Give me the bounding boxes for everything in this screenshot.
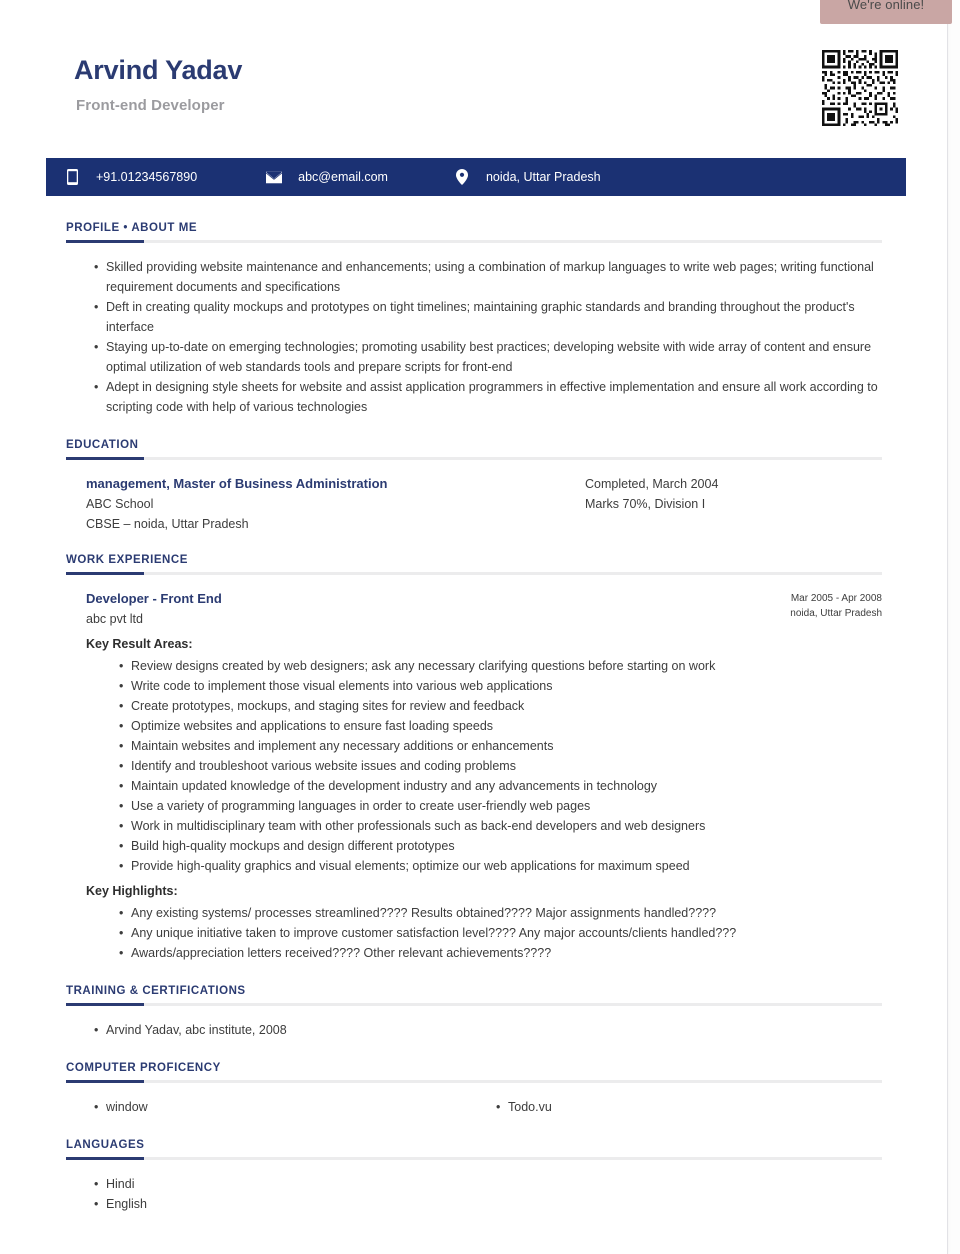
section-computer-proficency (0, 1040, 948, 1117)
list-item: • Optimize websites and applications to ensure fast loading speeds (117, 716, 882, 736)
section-rule (66, 1003, 882, 1006)
list-item: • English (92, 1194, 882, 1214)
computer-column-2 (494, 1097, 552, 1117)
section-title-computer: COMPUTER PROFICENCY (66, 1062, 221, 1074)
map-pin-icon (454, 169, 470, 185)
list-item: • Use a variety of programming languages in order to create user-friendly web pages (117, 796, 882, 816)
list-item: • Staying up-to-date on emerging technologies; promoting usability best practices; developing website with wide array of content and ensure optimal utilization of web standards tools and prepare scripts for front-end (92, 337, 882, 377)
list-item: • Arvind Yadav, abc institute, 2008 (92, 1020, 882, 1040)
section-title-work: WORK EXPERIENCE (66, 554, 188, 566)
list-item: • Todo.vu (494, 1097, 552, 1117)
education-completed: Completed, March 2004 (585, 477, 719, 491)
candidate-name: Arvind Yadav (74, 55, 243, 85)
section-education (0, 417, 948, 536)
list-item: • Create prototypes, mockups, and staging sites for review and feedback (117, 696, 882, 716)
education-board: CBSE – noida, Uttar Pradesh (86, 517, 249, 531)
contact-location-value: noida, Uttar Pradesh (485, 170, 601, 184)
computer-skill-columns (92, 1097, 882, 1117)
work-entry (86, 589, 882, 963)
section-title-education: EDUCATION (66, 439, 139, 451)
contact-bar (46, 158, 906, 196)
list-item: • Hindi (92, 1174, 882, 1194)
list-item: • Review designs created by web designers; ask any necessary clarifying questions before starting on work (117, 656, 882, 676)
section-rule (66, 457, 882, 460)
contact-phone-value: +91.01234567890 (96, 170, 198, 184)
education-marks: Marks 70%, Division I (585, 497, 706, 511)
qr-code-icon (820, 48, 900, 128)
work-job-title: Developer - Front End (86, 591, 222, 606)
kra-label: Key Result Areas: (86, 637, 193, 651)
list-item: • Build high-quality mockups and design different prototypes (117, 836, 882, 856)
list-item: • Any existing systems/ processes streamlined???? Results obtained???? Major assignments handled???? (117, 903, 882, 923)
work-company: abc pvt ltd (86, 612, 143, 626)
section-languages (0, 1117, 948, 1214)
list-item: • Adept in designing style sheets for website and assist application programmers in effective implementation and ensure all work according to scripting code with help of various technologies (92, 377, 882, 417)
candidate-role: Front-end Developer (76, 97, 225, 114)
profile-bullet-list (92, 257, 882, 417)
work-meta (790, 591, 882, 621)
training-list (92, 1020, 882, 1040)
highlights-label: Key Highlights: (86, 884, 178, 898)
chat-widget-online-badge[interactable]: We're online! (820, 0, 952, 24)
highlights-list (117, 903, 882, 963)
section-title-profile: PROFILE • ABOUT ME (66, 222, 198, 234)
computer-column-1 (92, 1097, 148, 1117)
list-item: • Awards/appreciation letters received???? Other relevant achievements???? (117, 943, 882, 963)
education-left-column (86, 474, 556, 534)
contact-email[interactable] (266, 170, 388, 184)
list-item: • Provide high-quality graphics and visual elements; optimize our web applications for maximum speed (117, 856, 882, 876)
list-item: • Maintain websites and implement any necessary additions or enhancements (117, 736, 882, 756)
list-item: • Skilled providing website maintenance and enhancements; using a combination of markup languages to write web pages; writing functional requirement documents and specifications (92, 257, 882, 297)
list-item: • Any unique initiative taken to improve customer satisfaction level???? Any major accounts/clients handled??? (117, 923, 882, 943)
section-rule (66, 572, 882, 575)
section-rule (66, 240, 882, 243)
kra-list (117, 656, 882, 876)
section-title-languages: LANGUAGES (66, 1139, 145, 1151)
section-training (0, 963, 948, 1040)
education-school: ABC School (86, 497, 154, 511)
section-rule (66, 1157, 882, 1160)
languages-list (92, 1174, 882, 1214)
education-right-column (585, 474, 915, 514)
section-title-training: TRAINING & CERTIFICATIONS (66, 985, 246, 997)
contact-location[interactable] (454, 169, 601, 185)
contact-phone[interactable] (64, 169, 197, 185)
envelope-icon (266, 171, 282, 184)
mobile-phone-icon (64, 169, 80, 185)
list-item: • Write code to implement those visual elements into various web applications (117, 676, 882, 696)
resume-body (0, 196, 948, 1214)
list-item: • Identify and troubleshoot various website issues and coding problems (117, 756, 882, 776)
education-entry (86, 474, 882, 536)
list-item: • window (92, 1097, 148, 1117)
work-dates: Mar 2005 - Apr 2008 (790, 593, 882, 604)
list-item: • Deft in creating quality mockups and prototypes on tight timelines; maintaining graphic standards and branding throughout the product's interface (92, 297, 882, 337)
section-work-experience (0, 536, 948, 963)
list-item: • Work in multidisciplinary team with other professionals such as back-end developers and web designers (117, 816, 882, 836)
section-rule (66, 1080, 882, 1083)
list-item: • Maintain updated knowledge of the development industry and any advancements in technology (117, 776, 882, 796)
section-profile (0, 196, 948, 417)
work-location: noida, Uttar Pradesh (790, 608, 882, 619)
contact-email-value: abc@email.com (298, 170, 388, 184)
resume-header (0, 0, 947, 158)
education-degree: management, Master of Business Administration (86, 476, 388, 491)
